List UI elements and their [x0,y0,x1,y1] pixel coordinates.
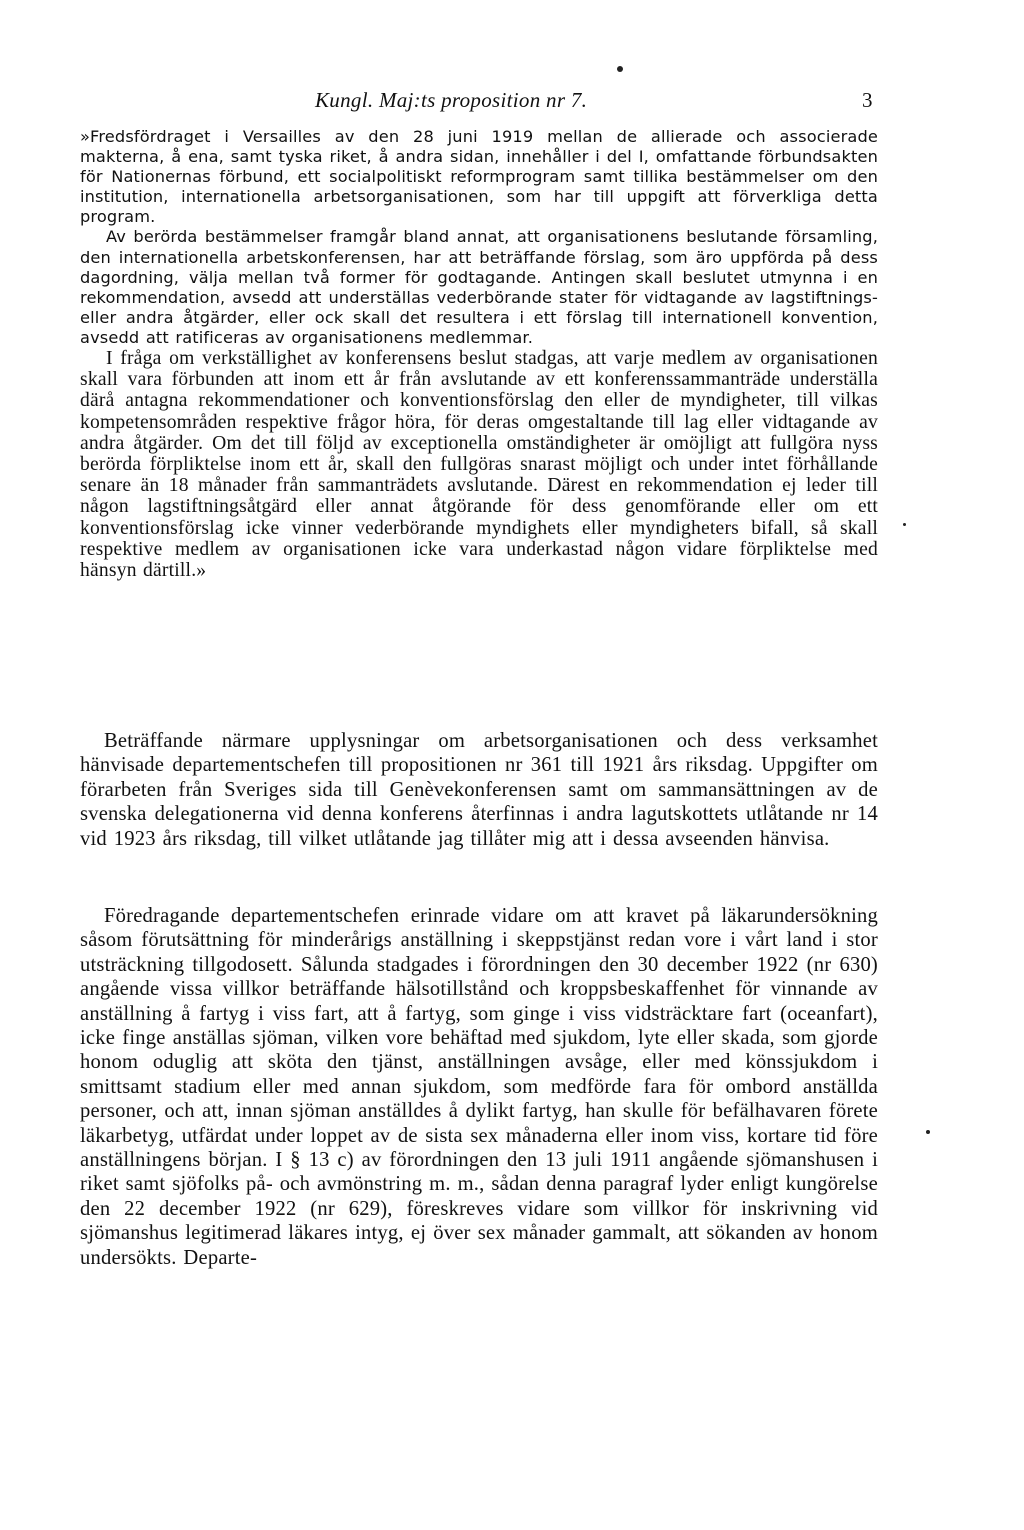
print-speck [926,1130,930,1134]
quote-paragraph-2: Av berörda bestämmelser framgår bland annat, att organisationens beslutande församling, den internationella arbetskonferensen, har att beträffande förslag, som äro uppförda på dess dagordning, välja mellan två former för godtagande. Antingen skall beslutet utmynna i en rekommendation, avsedd att underställas vederbörande stater för vidtagande av lagstiftnings- eller andra åtgärder, eller ock skall det resultera i ett förslag till internationell konvention, avsedd att ratificeras av organisationens medlemmar. [80,227,878,347]
body-paragraph-2: Föredragande departementschefen erinrade vidare om att kravet på läkarundersökning såsom förutsättning för minderårigs anställning i skeppstjänst redan vore i vårt land i stor utsträckning tillgodosett. Sålunda stadgades i förordningen den 30 december 1922 (nr 630) angående vissa villkor beträffande hälsotillstånd och kroppsbeskaffenhet för vinnande av anställning å fartyg i viss fart, att å fartyg, som ginge i viss vidsträcktare fart (oceanfart), icke finge anställas sjöman, vilken vore behäftad med sjukdom, lyte eller skada, som gjorde honom oduglig att sköta den tjänst, anställningen avsåge, eller med könssjukdom i smittsamt stadium eller med annan sjukdom, som medförde fara för ombord anställda personer, och att, innan sjöman anställdes å dylikt fartyg, han skulle för befälhavaren förete läkarbetyg, utfärdat under loppet av de sista sex månaderna eller inom viss, kortare tid före anställningens början. I § 13 c) av förordningen den 13 juli 1911 angående sjömanshusen i riket samt sjöfolks på- och avmönstring m. m., sådan denna paragraf lyder enligt kungörelse den 22 december 1922 (nr 629), föreskreves vidare som villkor för inskrivning vid sjömanshus legitimerad läkares intyg, ej över sex månader gammalt, att sökanden av honom undersökts. Departe- [80,905,878,1269]
page-number: 3 [862,88,873,112]
running-title: Kungl. Maj:ts proposition nr 7. [315,88,588,112]
quote-paragraph-1: »Fredsfördraget i Versailles av den 28 juni 1919 mellan de allierade och associerade makterna, å ena, samt tyska riket, å andra sidan, innehåller i del I, omfattande förbundsakten för Nationernas förbund, ett socialpolitiskt reformprogram samt tillika bestämmelser om den institution, internationella arbetsorganisationen, som har till uppgift att förverkliga detta program. [80,127,878,227]
quoted-passage [80,127,878,581]
body-paragraph-1: Beträffande närmare upplysningar om arbetsorganisationen och dess verksamhet hänvisade departementschefen till propositionen nr 361 till 1921 års riksdag. Uppgifter om förarbeten från Sveriges sida till Genèvekonferensen samt om sammansättningen av de svenska delegationerna vid denna konferens återfinnas i andra lagutskottets utlåtande nr 14 vid 1923 års riksdag, till vilket utlåtande jag tillåter mig att i dessa avseenden hänvisa. [80,730,878,850]
print-speck [903,523,906,526]
page-header [0,88,1024,114]
quote-paragraph-3: I fråga om verkställighet av konferensens beslut stadgas, att varje medlem av organisationen skall vara förbunden att inom ett år från avslutande av ett konferenssammanträde underställa därå antagna rekommendationer och konventionsförslag den eller de myndigheter, till vilkas kompetensområden respektive frågor höra, för deras omgestaltande till lag eller vidtagande av andra åtgärder. Om det till följd av exceptionella omständigheter är omöjligt att fullgöra nyss berörda förpliktelse inom ett år, skall den fullgöras snarast möjligt och under intet förhållande senare än 18 månader från sammanträdets avslutande. Därest en rekommendation ej leder till någon lagstiftningsåtgärd eller annat åtgörande för dess genomförande eller om ett konventionsförslag icke vinner vederbörande myndighets eller myndigheters bifall, så skall respektive medlem av organisationen icke vara underkastad någon vidare förpliktelse med hänsyn därtill.» [80,348,878,582]
print-speck [617,66,623,72]
